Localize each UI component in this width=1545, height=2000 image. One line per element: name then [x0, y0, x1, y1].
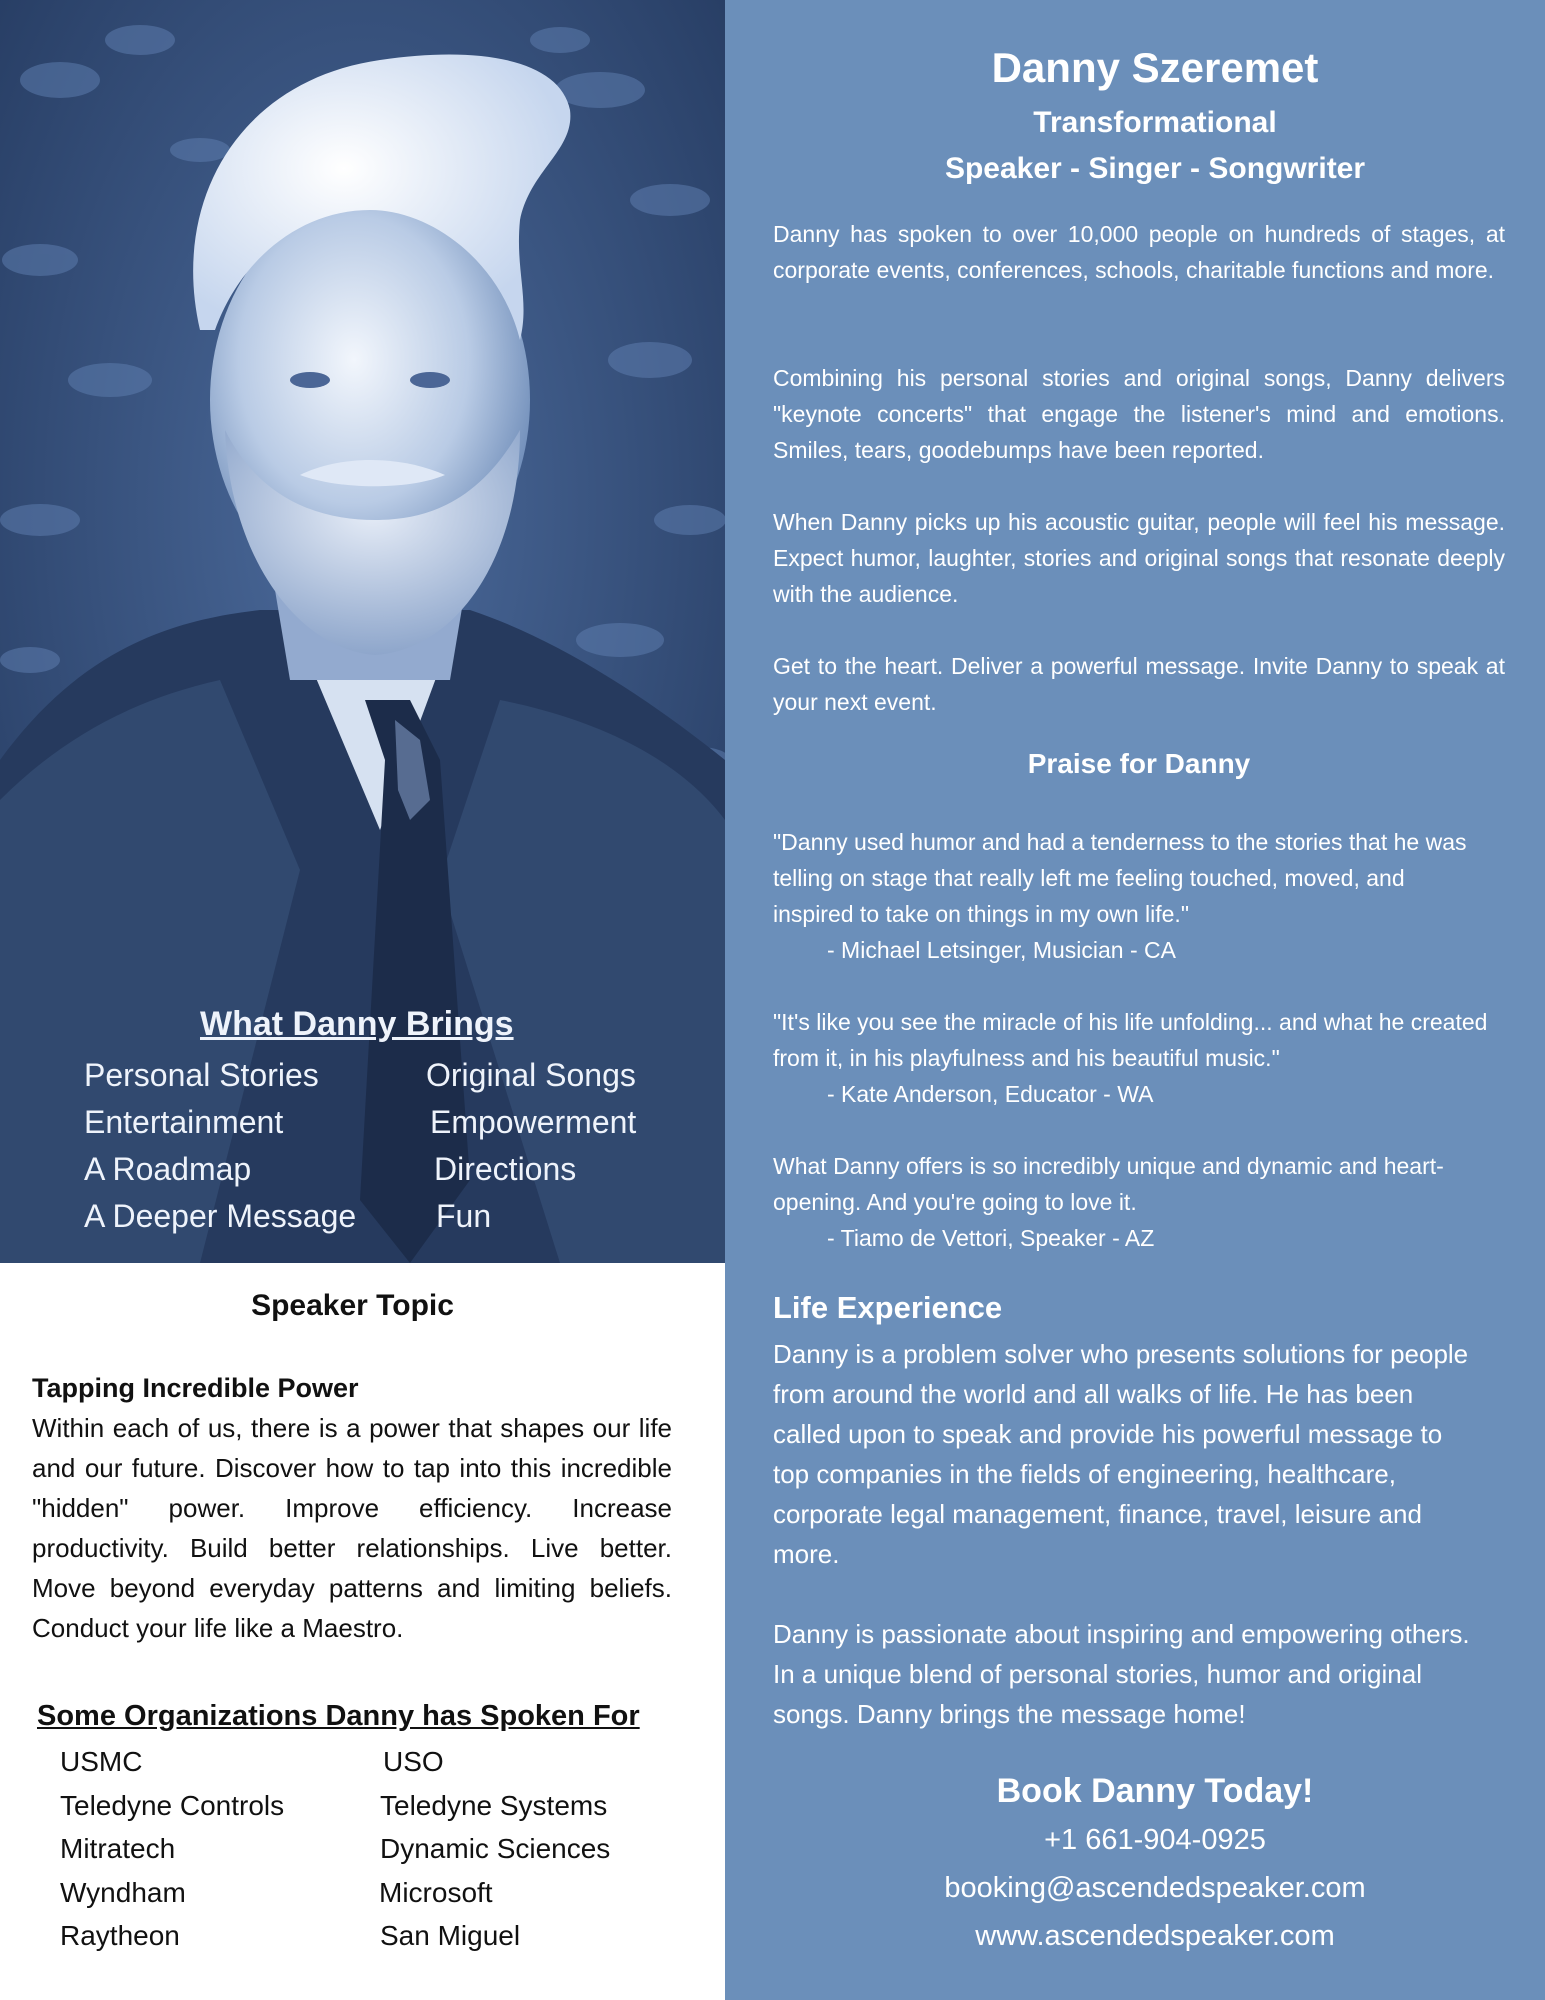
speaker-name: Danny Szeremet	[991, 44, 1319, 91]
org-item: Teledyne Systems	[380, 1789, 608, 1821]
booking-email[interactable]: booking@ascendedspeaker.com	[944, 1872, 1366, 1904]
intro-paragraph: Danny has spoken to over 10,000 people on hundreds of stages, at corporate events, conferences, schools, charitable functions and more.	[773, 221, 1505, 283]
testimonial-text: "Danny used humor and had a tenderness to the stories that he was telling on stage that really left me feeling touched, moved, and inspired to take on things in my own life."	[773, 829, 1467, 927]
speaker-subtitle: Transformational	[1033, 106, 1277, 139]
brings-item: A Roadmap	[84, 1151, 252, 1187]
organizations-list	[60, 1746, 660, 1964]
org-item: Teledyne Controls	[60, 1789, 285, 1821]
org-item: Raytheon	[60, 1920, 180, 1951]
brings-item: Original Songs	[426, 1057, 636, 1093]
booking-website[interactable]: www.ascendedspeaker.com	[975, 1920, 1335, 1952]
brings-row	[84, 1057, 684, 1104]
org-row	[60, 1746, 660, 1790]
org-row	[60, 1920, 660, 1964]
booking-title: Book Danny Today!	[996, 1772, 1314, 1810]
org-item: USO	[383, 1746, 444, 1777]
speaker-topic-section	[0, 1263, 725, 2000]
testimonial	[773, 1148, 1488, 1256]
testimonial-text: "It's like you see the miracle of his life unfolding... and what he created from it, in his playfulness and his beautiful music."	[773, 1009, 1488, 1071]
intro-paragraph: When Danny picks up his acoustic guitar, people will feel his message. Expect humor, laughter, stories and original songs that resonate deeply with the audience.	[773, 509, 1505, 607]
speaker-topic-heading: Speaker Topic	[251, 1289, 454, 1322]
booking-phone[interactable]: +1 661-904-0925	[1044, 1824, 1266, 1856]
life-experience-paragraph: Danny is passionate about inspiring and empowering others. In a unique blend of personal stories, humor and original songs. Danny brings the message home!	[773, 1619, 1470, 1729]
testimonial	[773, 824, 1483, 968]
life-experience-heading: Life Experience	[773, 1290, 1003, 1325]
brings-list	[84, 1057, 684, 1245]
brings-item: Personal Stories	[84, 1057, 319, 1093]
testimonial-attribution: - Kate Anderson, Educator - WA	[827, 1081, 1154, 1107]
life-experience-paragraph: Danny is a problem solver who presents solutions for people from around the world and all walks of life. He has been called upon to speak and provide his powerful message to top companies in the fields of engineering, healthcare, corporate legal management, finance, travel, leisure and more.	[773, 1339, 1469, 1569]
brings-item: A Deeper Message	[84, 1198, 357, 1234]
organizations-heading: Some Organizations Danny has Spoken For	[37, 1700, 640, 1732]
brings-item: Entertainment	[84, 1104, 284, 1140]
brings-item: Directions	[434, 1151, 577, 1187]
speaker-roles: Speaker - Singer - Songwriter	[944, 152, 1366, 185]
brings-row	[84, 1198, 684, 1245]
org-item: Microsoft	[379, 1876, 493, 1908]
testimonial-attribution: - Tiamo de Vettori, Speaker - AZ	[827, 1225, 1155, 1251]
brings-row	[84, 1104, 684, 1151]
org-item: Mitratech	[60, 1833, 176, 1864]
brings-title: What Danny Brings	[200, 1005, 514, 1043]
org-item: Wyndham	[60, 1876, 186, 1908]
org-item: USMC	[60, 1746, 143, 1777]
org-item: San Miguel	[380, 1920, 521, 1951]
org-row	[60, 1790, 660, 1834]
testimonial	[773, 1004, 1498, 1112]
org-row	[60, 1877, 660, 1921]
org-item: Dynamic Sciences	[380, 1833, 611, 1864]
portrait-photo	[0, 0, 725, 1263]
brings-row	[84, 1151, 684, 1198]
topic-body: Within each of us, there is a power that shapes our life and our future. Discover how to tap into this incredible "hidden" power. Improve efficiency. Increase productivity. Build better relationships. Live better. Move beyond everyday patterns and limiting beliefs. Conduct your life like a Maestro.	[32, 1413, 672, 1643]
brings-item: Empowerment	[430, 1104, 637, 1140]
testimonial-attribution: - Michael Letsinger, Musician - CA	[827, 937, 1176, 963]
org-row	[60, 1833, 660, 1877]
brings-item: Fun	[436, 1198, 492, 1234]
intro-paragraph: Combining his personal stories and original songs, Danny delivers "keynote concerts" that engage the listener's mind and emotions. Smiles, tears, goodebumps have been reported.	[773, 365, 1505, 463]
info-panel	[725, 0, 1545, 2000]
intro-paragraph: Get to the heart. Deliver a powerful message. Invite Danny to speak at your next event.	[773, 653, 1505, 715]
praise-heading: Praise for Danny	[1027, 748, 1251, 779]
topic-title: Tapping Incredible Power	[32, 1373, 359, 1403]
testimonial-text: What Danny offers is so incredibly unique and dynamic and heart-opening. And you're going to love it.	[773, 1153, 1444, 1215]
